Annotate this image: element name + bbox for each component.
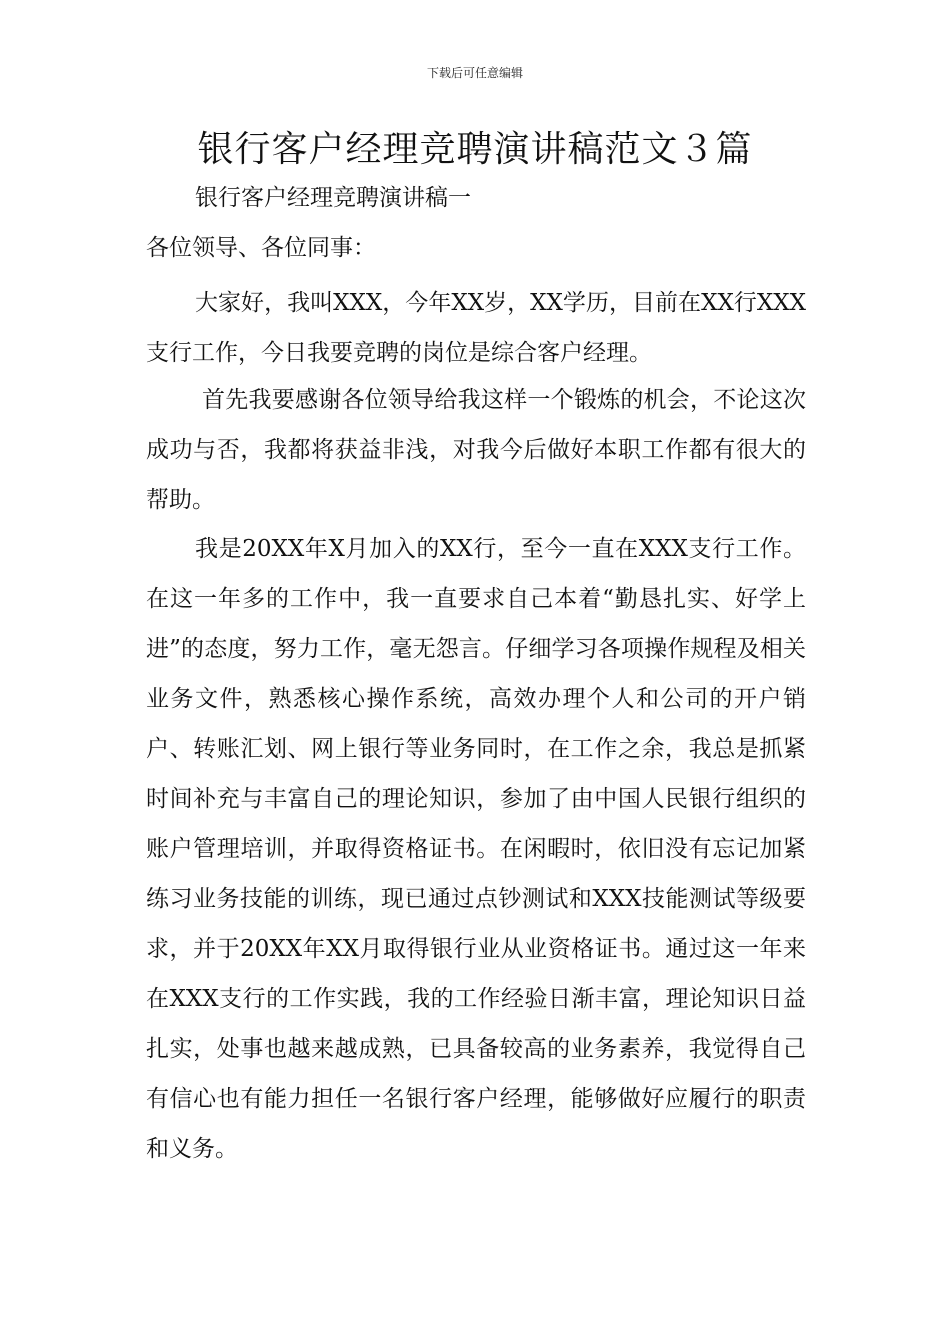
header-note: 下载后可任意编辑 [426, 66, 523, 80]
paragraph-experience: 我是20XX年X月加入的XX行，至今一直在XXX支行工作。在这一年多的工作中，我一直要求自己本着“勤恳扎实、好学上进”的态度，努力工作，毫无怨言。仔细学习各项操作规程及相关业务文件，熟悉核心操作系统，高效办理个人和公司的开户销户、转账汇划、网上银行等业务同时，在工作之余，我总是抓紧时间补充与丰富自己的理论知识，参加了由中国人民银行组织的账户管理培训，并取得资格证书。在闲暇时，依旧没有忘记加紧练习业务技能的训练，现已通过点钞测试和XXX技能测试等级要求，并于20XX年XX月取得银行业从业资格证书。通过这一年来在XXX支行的工作实践，我的工作经验日渐丰富，理论知识日益扎实，处事也越来越成熟，已具备较高的业务素养，我觉得自己有信心也有能力担任一名银行客户经理，能够做好应履行的职责和义务。 [146, 536, 806, 1162]
paragraph-introduction: 大家好，我叫XXX，今年XX岁，XX学历，目前在XX行XXX支行工作，今日我要竞聘的岗位是综合客户经理。 [146, 290, 806, 366]
salutation: 各位领导、各位同事： [146, 235, 376, 261]
paragraph-thanks: 首先我要感谢各位领导给我这样一个锻炼的机会，不论这次成功与否，我都将获益非浅，对我今后做好本职工作都有很大的帮助。 [146, 387, 806, 513]
document-title: 银行客户经理竞聘演讲稿范文３篇 [197, 129, 753, 170]
speech-subtitle: 银行客户经理竞聘演讲稿一 [195, 185, 471, 211]
